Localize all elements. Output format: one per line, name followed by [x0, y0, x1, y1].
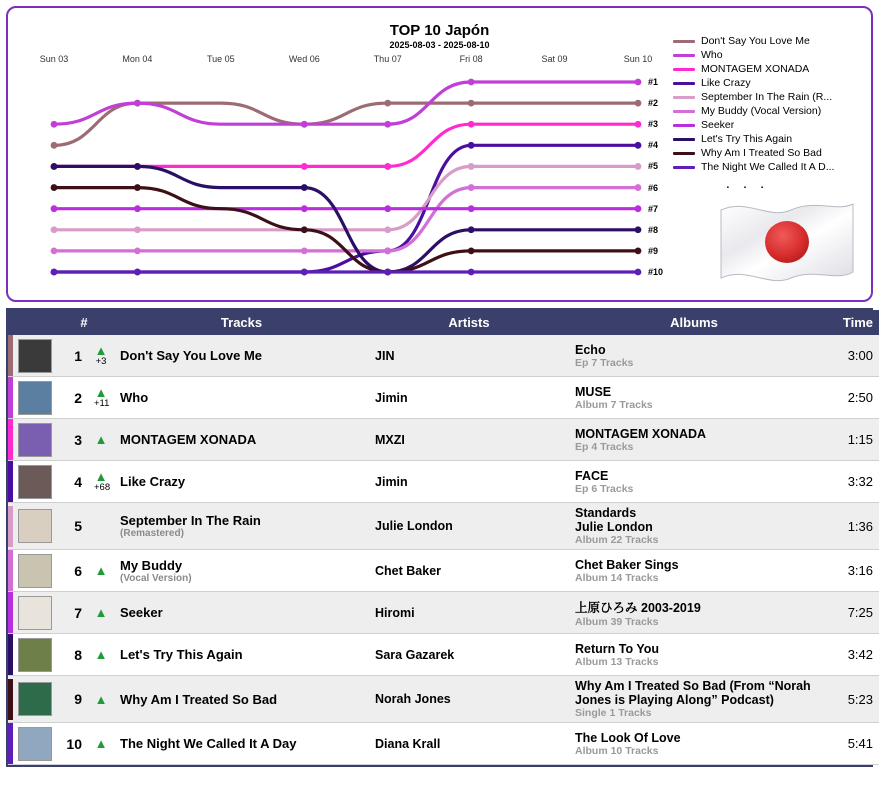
- x-tick-label: Wed 06: [288, 54, 320, 64]
- album-cover-image: [18, 381, 52, 415]
- chart-point: [134, 226, 141, 233]
- chart-point: [635, 205, 642, 212]
- chart-point: [468, 269, 475, 276]
- chart-point: [301, 121, 308, 128]
- rank-number: 9: [74, 691, 82, 707]
- artist-cell: [369, 634, 569, 676]
- chart-point: [134, 184, 141, 191]
- rank-tick-label: #9: [648, 245, 659, 256]
- color-bar: [8, 419, 13, 460]
- rank-tick-label: #10: [648, 267, 664, 277]
- rank-cell: [54, 503, 88, 550]
- chart-point: [301, 184, 308, 191]
- chart-legend: [673, 34, 861, 195]
- table-row[interactable]: [8, 377, 879, 419]
- chart-point: [635, 163, 642, 170]
- rank-cell: [54, 723, 88, 765]
- album-title: Return To You: [575, 641, 660, 656]
- album-meta: Ep 4 Tracks: [575, 440, 634, 453]
- x-tick-label: Fri 08: [459, 54, 483, 64]
- album-cover-image: [18, 554, 52, 588]
- color-bar: [8, 461, 13, 502]
- chart-point: [51, 142, 58, 149]
- track-cell: [114, 377, 369, 419]
- duration-cell: [819, 592, 879, 634]
- chart-point: [468, 184, 475, 191]
- rank-cell: [54, 419, 88, 461]
- chart-point: [134, 163, 141, 170]
- track-cell: [114, 419, 369, 461]
- duration-cell: [819, 676, 879, 723]
- legend-color-swatch: [673, 54, 695, 57]
- legend-color-swatch: [673, 68, 695, 71]
- track-title: MONTAGEM XONADA: [120, 432, 257, 447]
- artist-cell: [369, 550, 569, 592]
- chart-subtitle: 2025-08-03 - 2025-08-10: [389, 40, 490, 50]
- x-tick-label: Thu 07: [373, 54, 402, 64]
- legend-color-swatch: [673, 138, 695, 141]
- japan-flag-icon: [717, 196, 857, 292]
- color-bar: [8, 550, 13, 591]
- artist-cell: [369, 419, 569, 461]
- trend-cell: [88, 634, 114, 676]
- track-subtitle: (Remastered): [120, 528, 184, 539]
- color-bar: [8, 592, 13, 633]
- chart-point: [134, 247, 141, 254]
- chart-point: [301, 205, 308, 212]
- chart-panel: [6, 6, 873, 302]
- chart-point: [51, 269, 58, 276]
- table-row[interactable]: [8, 723, 879, 765]
- album-cell: [569, 634, 819, 676]
- album-title: MONTAGEM XONADA: [575, 426, 707, 441]
- duration-value: 1:15: [847, 432, 874, 447]
- chart-point: [134, 100, 141, 107]
- table-row[interactable]: [8, 335, 879, 377]
- legend-color-swatch: [673, 82, 695, 85]
- chart-point: [468, 142, 475, 149]
- rank-tick-label: #7: [648, 203, 659, 214]
- duration-cell: [819, 723, 879, 765]
- artist-cell: [369, 503, 569, 550]
- artist-cell: [369, 723, 569, 765]
- duration-cell: [819, 335, 879, 377]
- chart-point: [468, 205, 475, 212]
- duration-cell: [819, 461, 879, 503]
- album-cell: [569, 550, 819, 592]
- chart-point: [635, 184, 642, 191]
- legend-item[interactable]: [673, 76, 861, 90]
- album-cell: [569, 723, 819, 765]
- album-title: FACE: [575, 468, 609, 483]
- chart-point: [635, 121, 642, 128]
- album-cover-cell: [14, 592, 54, 634]
- rank-number: 8: [74, 646, 82, 663]
- trend-cell: [88, 461, 114, 503]
- album-cover-image: [18, 465, 52, 499]
- chart-point: [635, 247, 642, 254]
- album-meta: Ep 7 Tracks: [575, 356, 634, 369]
- header-rank: #: [54, 310, 114, 335]
- rank-number: 2: [74, 389, 82, 406]
- duration-value: 2:50: [847, 390, 874, 405]
- legend-label: September In The Rain (R...: [701, 91, 833, 103]
- album-cell: [569, 419, 819, 461]
- album-meta: Album 14 Tracks: [575, 571, 659, 584]
- rank-number: 4: [74, 473, 82, 490]
- artist-cell: [369, 335, 569, 377]
- artist-name: Norah Jones: [375, 692, 451, 706]
- album-cover-image: [18, 682, 52, 716]
- x-tick-label: Sun 10: [623, 54, 653, 64]
- album-cover-cell: [14, 461, 54, 503]
- legend-color-swatch: [673, 166, 695, 169]
- rank-number: 5: [74, 518, 82, 534]
- color-bar: [8, 506, 13, 547]
- table-row[interactable]: [8, 503, 879, 550]
- chart-point: [468, 163, 475, 170]
- x-tick-label: Mon 04: [122, 54, 153, 64]
- table-row[interactable]: [8, 550, 879, 592]
- chart-point: [301, 163, 308, 170]
- artist-name: Diana Krall: [375, 736, 441, 751]
- rank-cell: [54, 377, 88, 419]
- rank-number: 10: [66, 735, 82, 752]
- legend-label: Who: [701, 49, 723, 61]
- legend-label: Why Am I Treated So Bad: [701, 147, 822, 159]
- color-bar: [8, 723, 13, 764]
- trend-cell: [88, 503, 114, 550]
- duration-value: 3:16: [847, 563, 874, 578]
- rank-tick-label: #8: [648, 224, 659, 235]
- track-title: Let's Try This Again: [120, 647, 243, 662]
- legend-label: Like Crazy: [701, 77, 751, 89]
- color-bar: [8, 335, 13, 376]
- legend-item[interactable]: [673, 160, 861, 174]
- legend-overflow-dots: · · ·: [725, 178, 769, 195]
- chart-svg: [26, 54, 666, 294]
- rank-tick-label: #5: [648, 161, 659, 172]
- track-title: The Night We Called It A Day: [120, 736, 297, 751]
- duration-cell: [819, 634, 879, 676]
- album-title: Echo: [575, 342, 606, 357]
- album-title: Chet Baker Sings: [575, 557, 679, 572]
- chart-title: TOP 10 Japón: [389, 22, 490, 39]
- artist-name: Chet Baker: [375, 563, 442, 578]
- track-cell: [114, 676, 369, 723]
- table-row[interactable]: [8, 592, 879, 634]
- track-cell: [114, 723, 369, 765]
- chart-point: [301, 247, 308, 254]
- header-cover: [14, 310, 54, 335]
- track-cell: [114, 335, 369, 377]
- track-cell: [114, 550, 369, 592]
- album-meta: Album 7 Tracks: [575, 398, 653, 411]
- chart-point: [51, 121, 58, 128]
- trend-up-icon: ▲: [94, 691, 108, 707]
- rank-tick-label: #2: [648, 98, 659, 109]
- artist-name: Sara Gazarek: [375, 647, 455, 662]
- duration-cell: [819, 550, 879, 592]
- artist-name: MXZI: [375, 432, 405, 447]
- chart-point: [468, 121, 475, 128]
- x-tick-label: Sun 03: [39, 54, 69, 64]
- album-title: Why Am I Treated So Bad (From “Norah Jones is Playing Along” Podcast): [575, 679, 811, 707]
- color-bar: [8, 679, 13, 720]
- track-cell: [114, 503, 369, 550]
- chart-point: [384, 163, 391, 170]
- legend-label: My Buddy (Vocal Version): [701, 105, 822, 117]
- album-title: 上原ひろみ 2003-2019: [575, 600, 701, 615]
- header-tracks: Tracks: [114, 310, 369, 335]
- album-cell: [569, 377, 819, 419]
- rank-cell: [54, 592, 88, 634]
- chart-point: [635, 226, 642, 233]
- table-row[interactable]: [8, 461, 879, 503]
- album-cover-image: [18, 509, 52, 543]
- track-title: Seeker: [120, 605, 163, 620]
- album-cover-cell: [14, 377, 54, 419]
- track-cell: [114, 634, 369, 676]
- rank-number: 7: [74, 604, 82, 621]
- trend-cell: [88, 723, 114, 765]
- legend-item[interactable]: [673, 90, 861, 104]
- rank-number: 3: [74, 431, 82, 448]
- header-artists: Artists: [369, 310, 569, 335]
- chart-point: [468, 100, 475, 107]
- album-cover-cell: [14, 419, 54, 461]
- track-subtitle: (Vocal Version): [120, 572, 192, 584]
- album-cover-cell: [14, 676, 54, 723]
- album-cover-cell: [14, 550, 54, 592]
- artist-name: Jimin: [375, 474, 408, 489]
- rank-tick-label: #4: [648, 140, 659, 151]
- chart-line: [54, 166, 638, 229]
- album-meta: Album 13 Tracks: [575, 655, 659, 668]
- chart-point: [635, 142, 642, 149]
- chart-line: [54, 166, 638, 272]
- artist-cell: [369, 461, 569, 503]
- legend-label: MONTAGEM XONADA: [701, 63, 810, 75]
- chart-point: [635, 269, 642, 276]
- legend-label: Don't Say You Love Me: [701, 35, 810, 47]
- rank-cell: [54, 335, 88, 377]
- legend-color-swatch: [673, 152, 695, 155]
- rank-tick-label: #6: [648, 182, 659, 193]
- legend-item[interactable]: [673, 62, 861, 76]
- album-title: MUSE: [575, 384, 612, 399]
- legend-label: Let's Try This Again: [701, 133, 793, 145]
- color-bar: [8, 377, 13, 418]
- trend-cell: [88, 592, 114, 634]
- track-title: Who: [120, 390, 149, 405]
- album-cover-cell: [14, 723, 54, 765]
- trend-cell: [88, 419, 114, 461]
- artist-name: Hiromi: [375, 605, 415, 620]
- duration-value: 3:00: [847, 348, 874, 363]
- chart-point: [468, 79, 475, 86]
- chart-table: [6, 308, 873, 767]
- chart-point: [384, 247, 391, 254]
- trend-delta: +11: [94, 397, 110, 409]
- table-row[interactable]: [8, 634, 879, 676]
- chart-point: [384, 205, 391, 212]
- duration-value: 1:36: [847, 518, 874, 534]
- duration-value: 3:42: [847, 647, 874, 662]
- album-cell: [569, 503, 819, 550]
- chart-point: [468, 247, 475, 254]
- rank-cell: [54, 634, 88, 676]
- duration-cell: [819, 503, 879, 550]
- album-cell: [569, 592, 819, 634]
- legend-color-swatch: [673, 124, 695, 127]
- album-title: The Look Of Love: [575, 730, 681, 745]
- trend-cell: [88, 335, 114, 377]
- trend-up-icon: ▲: [94, 342, 108, 358]
- duration-cell: [819, 419, 879, 461]
- artist-name: JIN: [375, 348, 395, 363]
- track-title: Why Am I Treated So Bad: [120, 691, 278, 707]
- legend-label: Seeker: [701, 119, 735, 131]
- legend-item[interactable]: [673, 118, 861, 132]
- album-meta: Album 22 Tracks: [575, 534, 659, 546]
- chart-point: [384, 269, 391, 276]
- chart-point: [635, 100, 642, 107]
- rank-tick-label: #3: [648, 119, 659, 130]
- album-cover-image: [18, 638, 52, 672]
- trend-up-icon: ▲: [94, 563, 108, 578]
- header-time: Time: [819, 310, 879, 335]
- chart-point: [635, 79, 642, 86]
- duration-value: 3:32: [847, 474, 874, 489]
- trend-cell: [88, 550, 114, 592]
- chart-point: [301, 226, 308, 233]
- legend-item[interactable]: [673, 104, 861, 118]
- album-meta: Ep 6 Tracks: [575, 482, 634, 495]
- chart-point: [134, 269, 141, 276]
- track-cell: [114, 461, 369, 503]
- rank-cell: [54, 676, 88, 723]
- legend-item[interactable]: [673, 34, 861, 48]
- duration-cell: [819, 377, 879, 419]
- chart-point: [384, 100, 391, 107]
- chart-point: [51, 226, 58, 233]
- album-cell: [569, 676, 819, 723]
- header-albums: Albums: [569, 310, 819, 335]
- duration-value: 5:41: [847, 736, 874, 751]
- album-cover-cell: [14, 335, 54, 377]
- album-cover-cell: [14, 634, 54, 676]
- legend-item[interactable]: [673, 132, 861, 146]
- trend-up-icon: ▲: [94, 605, 108, 620]
- rank-number: 6: [74, 562, 82, 579]
- chart-plot-area: [26, 54, 666, 294]
- track-title: Like Crazy: [120, 474, 186, 489]
- album-meta: Single 1 Tracks: [575, 707, 652, 719]
- album-cover-cell: [14, 503, 54, 550]
- album-cover-image: [18, 339, 52, 373]
- legend-label: The Night We Called It A D...: [701, 161, 835, 173]
- album-cover-image: [18, 727, 52, 761]
- legend-color-swatch: [673, 40, 695, 43]
- chart-point: [134, 205, 141, 212]
- chart-point: [51, 163, 58, 170]
- chart-point: [301, 269, 308, 276]
- trend-up-icon: ▲: [94, 432, 108, 447]
- album-artist: Julie London: [575, 520, 653, 534]
- rank-cell: [54, 461, 88, 503]
- x-tick-label: Tue 05: [207, 54, 235, 64]
- album-cover-image: [18, 596, 52, 630]
- album-cover-image: [18, 423, 52, 457]
- color-bar: [8, 634, 13, 675]
- table-row[interactable]: [8, 676, 879, 723]
- trend-cell: [88, 377, 114, 419]
- chart-point: [384, 121, 391, 128]
- legend-item[interactable]: [673, 48, 861, 62]
- rank-tick-label: #1: [648, 77, 659, 87]
- album-meta: Album 39 Tracks: [575, 615, 659, 628]
- chart-line: [54, 188, 638, 251]
- album-cell: [569, 335, 819, 377]
- track-cell: [114, 592, 369, 634]
- table-row[interactable]: [8, 419, 879, 461]
- trend-delta: +3: [95, 355, 107, 367]
- trend-up-icon: ▲: [94, 736, 108, 751]
- artist-cell: [369, 592, 569, 634]
- chart-point: [51, 205, 58, 212]
- duration-value: 7:25: [847, 605, 874, 620]
- x-tick-label: Sat 09: [541, 54, 568, 64]
- artist-name: Julie London: [375, 519, 453, 533]
- album-cell: [569, 461, 819, 503]
- track-title: My Buddy: [120, 557, 183, 573]
- chart-point: [468, 226, 475, 233]
- duration-value: 5:23: [847, 691, 874, 707]
- artist-cell: [369, 676, 569, 723]
- album-title: Standards: [575, 506, 637, 520]
- artist-name: Jimin: [375, 390, 408, 405]
- legend-color-swatch: [673, 110, 695, 113]
- rank-number: 1: [74, 347, 82, 364]
- trend-up-icon: ▲: [94, 384, 108, 400]
- chart-point: [51, 184, 58, 191]
- legend-item[interactable]: [673, 146, 861, 160]
- table-header-row: [8, 310, 879, 335]
- trend-up-icon: ▲: [94, 647, 108, 662]
- track-title: Don't Say You Love Me: [120, 348, 263, 363]
- trend-cell: [88, 676, 114, 723]
- legend-color-swatch: [673, 96, 695, 99]
- track-title: September In The Rain: [120, 513, 261, 528]
- trend-up-icon: ▲: [94, 468, 108, 484]
- trend-delta: +68: [94, 481, 111, 493]
- album-meta: Album 10 Tracks: [575, 744, 659, 757]
- artist-cell: [369, 377, 569, 419]
- rank-cell: [54, 550, 88, 592]
- chart-point: [51, 247, 58, 254]
- chart-point: [384, 226, 391, 233]
